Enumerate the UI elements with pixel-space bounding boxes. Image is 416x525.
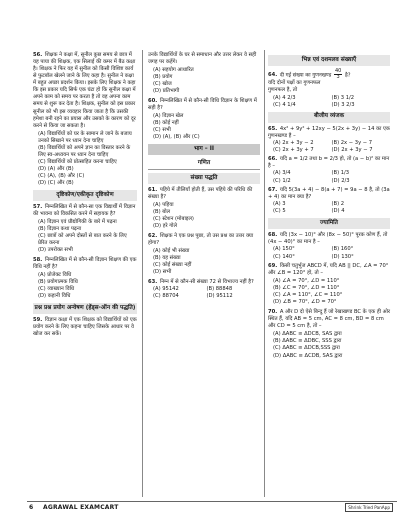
part-banner: भाग – II (148, 144, 260, 155)
options-grid (268, 140, 390, 154)
option: (C) ∠A = 110°, ∠C = 110° (273, 292, 343, 299)
options-list (33, 272, 137, 300)
page-footer (27, 501, 397, 511)
page-number: 6 (29, 503, 34, 511)
option: (D) 4 (331, 208, 345, 215)
options-grid (148, 286, 260, 300)
options-list (268, 331, 390, 359)
options-list (148, 67, 260, 95)
option: (A) 3/4 (273, 170, 291, 177)
option: (D) 130° (331, 253, 354, 260)
question-61 (148, 187, 260, 230)
question-text: यदि a = 1/2 तथा b = 2/3 हो, तो (a − b)² का मान है – (268, 156, 390, 170)
option: (A) ∠A = 70°, ∠D = 110° (273, 278, 340, 285)
question-number: 70. (268, 309, 278, 316)
question-56 (33, 52, 137, 187)
option: (C) व्याख्यान विधि (38, 286, 75, 293)
fraction (334, 69, 342, 81)
option: (B) 1/3 (331, 170, 350, 177)
option: (D) 3 2/3 (331, 101, 355, 108)
option: (B) ∠C = 70°, ∠D = 110° (273, 285, 340, 292)
option: (C) 140° (273, 253, 295, 260)
options-list (33, 131, 137, 188)
option: (B) 3 1/2 (331, 94, 355, 101)
option: (A) 95142 (153, 285, 179, 292)
option: (A) विज्ञान एवं प्रौद्योगिकी के बारे में पढ़ना (38, 219, 117, 226)
question-57 (33, 204, 137, 254)
options-grid (268, 95, 390, 109)
option: (A) कोई भी संख्या (153, 248, 190, 255)
option: (A) 4 2/3 (273, 94, 296, 101)
question-number: 56. (33, 52, 43, 58)
option: (D) उपरोक्त सभी (38, 247, 73, 254)
column-divider (264, 50, 265, 497)
option: (D) सभी (153, 269, 172, 276)
options-grid (268, 201, 390, 215)
question-number: 57. (33, 204, 43, 211)
option: (A) 3 (273, 201, 286, 208)
option: (C) छात्रों को अपने दोस्तों से बात करने के लिए प्रेरित करना (38, 233, 127, 247)
option: (A) सहयोग आधारित (153, 67, 194, 74)
option: (D) (A), (B) और (C) (153, 134, 200, 141)
question-text: निम्नलिखित में से कौन-सी विज्ञान शिक्षण की एक विधि नहीं है? (33, 257, 137, 271)
option: (C) (A), (B) और (C) (38, 173, 85, 180)
option: (A) ΔABC ≅ ΔDCB, SAS द्वारा (273, 331, 342, 338)
fraction-numerator: 40 (334, 67, 342, 74)
options-list (268, 278, 390, 306)
option: (D) 2x + 3y − 7 (331, 146, 373, 153)
topic-banner: संख्या पद्धति (148, 173, 260, 184)
question-text: दी गई संख्या का गुणनखण्ड (279, 72, 332, 79)
topic-banner: ज्यामिति (268, 218, 390, 229)
question-text: निम्नलिखित में से कौन-सी विधि विज्ञान के शिक्षण में सही है? (148, 97, 257, 112)
fraction-denominator: 3 (336, 74, 340, 81)
question-text: है? (344, 72, 351, 79)
option: (B) 2 (331, 201, 345, 208)
question-text: पहिये में तीलियाँ होती हैं, उस पहिये की परिधि की संख्या है? (148, 186, 253, 201)
option: (C) 88704 (153, 293, 179, 300)
topic-banner: भिन्न एवं दशमलव संख्याएँ (268, 55, 390, 66)
question-text: 4x² + 9y² + 12xy − 5(2x + 3y) − 14 का एक गुणनखण्ड है – (268, 125, 390, 139)
option: (D) ΔABC ≅ ΔCDB, SAS द्वारा (273, 352, 343, 359)
question-65 (268, 126, 390, 154)
question-63 (148, 279, 260, 300)
question-text: यदि (3x − 10)° और (8x − 50)° पूरक कोण हैं, तो (4x − 40)° का मान है – (268, 232, 388, 246)
option: (A) विज्ञान खेल (153, 113, 184, 120)
option: (B) यह संख्या (153, 255, 181, 262)
question-64 (268, 69, 390, 109)
column-1 (33, 52, 137, 341)
question-number: 65. (268, 125, 278, 132)
option: (B) विद्यार्थियों को अपने ज्ञान का विस्तार करने के लिए स्व-अध्ययन पर ध्यान देना चाहिए (38, 144, 131, 158)
option: (D) 95112 (206, 293, 233, 300)
question-number: 60. (148, 97, 158, 104)
option: (A) विद्यार्थियों को घर के सामान ले जाने के बजाय उनको सिखाने पर ध्यान देना चाहिए (38, 130, 132, 144)
question-67 (268, 187, 390, 215)
section-banner: प्रश्न प्रश्न प्रयोग अन्वेषण (हेंड्स-ऑन की पद्धति) (33, 303, 137, 314)
option: (A) पहिया (153, 202, 174, 209)
options-list (148, 113, 260, 141)
question-60 (148, 98, 260, 141)
option: (B) ΔABC ≅ ΔDBC, SSS द्वारा (273, 338, 342, 345)
question-line: यदि दोनों पक्षों का गुणनफल (268, 80, 321, 87)
option: (D) (C) और (B) (38, 180, 74, 187)
option: (C) 2x + 3y + 7 (273, 146, 314, 153)
question-text: निम्न में से कौन-सी संख्या 72 से विभाज्य नहीं है? (159, 278, 254, 285)
question-69 (268, 263, 390, 306)
question-number: 66. (268, 156, 278, 163)
question-number: 59. (33, 317, 43, 324)
question-number: 67. (268, 187, 278, 194)
question-text: शिक्षक ने एक प्रश्न पूछा, तो उस प्रश्न का उत्तर क्या होगा? (148, 232, 254, 246)
option: (B) विज्ञान कथा पढ़ना (38, 226, 82, 233)
topic-banner: बीजीय व्यंजक (268, 112, 390, 123)
option: (B) कोई नहीं (153, 120, 179, 127)
option: (B) प्रयोग (153, 74, 173, 81)
option: (B) प्रयोगात्मक विधि (38, 279, 78, 286)
options-list (148, 202, 260, 230)
option: (C) सभी (153, 127, 171, 134)
option: (C) 1/2 (273, 177, 291, 184)
question-number: 68. (268, 232, 278, 239)
option: (C) 4 1/4 (273, 101, 296, 108)
option: (A) 2x + 3y − 2 (273, 139, 314, 146)
question-number: 64. (268, 72, 278, 79)
options-grid (268, 246, 390, 260)
question-59-continued (148, 52, 260, 95)
question-text: शिक्षक ने कक्षा में, सुनील कुछ समय से छात्र में यह पाया की शिक्षक, एक सिलाई की कमर में बैठ कक्षा है। शिक्षक ने फिर यह में सुनील को किसी विशिष्ट कार्य से फुटबॉल खेलने जाने के लिए कहा है। सुनील ने कक्षा में बहुत अच्छा प्रदर्शन किया। इसके लिए शिक्षक ने कहा कि इस प्रकार यदि सिर्फ एक घंटा हो कि सुनील कक्षा में अपने काम को समय पर करता है तो वह अपना काम समय से शुरू कर देता है। शिक्षक, सुनील को इस प्रकार सुनील को भी इस व्यवहार किया जाता है कि उसकी हमेशा बनी रहने का प्रयास और उसको के कारण को दूर करने से किया जा सकता है। (33, 52, 136, 129)
question-number: 63. (148, 278, 158, 285)
footer-badge: Shrink Tried PanApp (345, 503, 393, 512)
question-text: निम्नलिखित में से कौन-सा एक विद्यार्थी में विज्ञान की भावना को विकसित करने में सहायक है? (33, 204, 136, 218)
options-list (148, 248, 260, 276)
option: (D) (A) और (B) (38, 166, 74, 172)
option: (C) 5 (273, 208, 286, 215)
option: (C) कोई संख्या नहीं (153, 262, 192, 269)
column-divider (142, 50, 143, 497)
question-text: यदि 5(3a + 4) − 8(a + 7) = 9a − 8 है, तो (3a + 4) का मान क्या है? (268, 187, 390, 201)
question-text: A और D दो ऐसे बिन्दु हैं जो रेखाखण्ड BC के एक ही ओर स्थित हैं, यदि AB = 5 cm, AC = 8 cm, BD = 8 cm और CD = 5 cm है, तो – (268, 309, 390, 330)
option: (C) खोज (153, 81, 172, 88)
question-number: 62. (148, 232, 158, 239)
brand-name: AGRAWAL EXAMCART (43, 503, 119, 511)
subject-banner: गणित (148, 158, 260, 170)
option: (D) कहानी विधि (38, 293, 71, 300)
option: (C) विद्यार्थियों को प्रोत्साहित करना चाहिए (38, 158, 117, 165)
question-59 (33, 317, 137, 338)
options-grid (268, 170, 390, 184)
option: (D) 2/3 (331, 177, 350, 184)
question-number: 61. (148, 186, 158, 193)
question-58 (33, 257, 137, 300)
option: (D) हरे गोले (153, 223, 177, 230)
option: (B) बोल (153, 209, 171, 216)
question-number: 58. (33, 257, 43, 264)
option: (D) प्रतिभागी (153, 88, 180, 95)
question-70 (268, 309, 390, 359)
question-text: उनके विद्यार्थियों के घर से समाधान और उत्तर लेकर वे सही जगह पर कहेंगे। (148, 52, 257, 66)
option: (C) स्टेशन (मोबाइल) (153, 216, 194, 223)
option: (A) प्रोजेक्ट विधि (38, 272, 72, 279)
question-66 (268, 156, 390, 184)
options-list (33, 219, 137, 254)
section-banner: दृष्टिकोण/एकीकृत दृष्टिकोण (33, 190, 137, 201)
question-text: विज्ञान कक्षा में एक शिक्षक को विद्यार्थियों को एक प्रयोग करने के लिए कहना चाहिए जिसके आधार पर वे खोज कर सकें। (33, 317, 137, 338)
question-line: गुणनफल है, तो (268, 87, 298, 94)
option: (C) ΔABC ≅ ΔDCB,SSS द्वारा (273, 345, 340, 352)
option: (B) 88848 (206, 285, 233, 292)
option: (B) 160° (331, 246, 354, 253)
column-2 (148, 52, 260, 303)
option: (D) ∠B = 70°, ∠D = 70° (273, 299, 337, 306)
question-text: किसी चतुर्भुज ABCD में, यदि AB || DC, ∠A = 70° और ∠B = 120° हो, तो – (268, 263, 389, 277)
option: (A) 150° (273, 246, 295, 253)
question-number: 69. (268, 263, 278, 270)
option: (B) 2x − 3y − 7 (331, 139, 373, 146)
column-3 (268, 52, 390, 362)
question-62 (148, 233, 260, 276)
question-68 (268, 232, 390, 260)
